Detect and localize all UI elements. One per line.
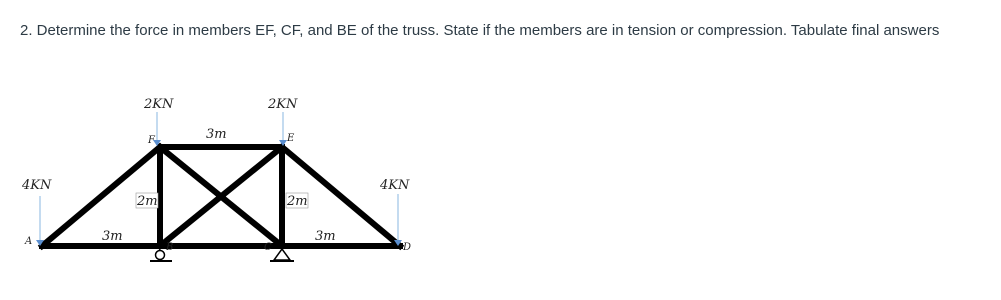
- node-label-e: E: [287, 133, 295, 144]
- node-label-f: F: [148, 135, 155, 146]
- node-label-d: D: [403, 242, 412, 253]
- load-label-left: 4KN: [22, 178, 52, 193]
- load-label-right: 4KN: [380, 178, 410, 193]
- load-arrow-left: [36, 196, 44, 246]
- dimension-top-span: 3m: [206, 127, 227, 142]
- truss-members: [42, 147, 400, 246]
- dimension-left-span: 3m: [102, 229, 123, 244]
- load-arrow-e: [279, 112, 287, 146]
- node-label-b: B: [166, 242, 174, 253]
- load-label-f: 2KN: [144, 97, 174, 112]
- load-label-e: 2KN: [268, 97, 298, 112]
- node-label-a: A: [25, 236, 33, 247]
- dimension-right-span: 3m: [315, 229, 336, 244]
- node-label-c: C: [264, 242, 272, 253]
- dimension-left-height: 2m: [137, 194, 158, 209]
- question-text: 2. Determine the force in members EF, CF, and BE of the truss. State if the members are in tension or compression. Tabulate final answers: [20, 22, 940, 39]
- dimension-right-height: 2m: [287, 194, 308, 209]
- pin-support-c: [270, 249, 294, 261]
